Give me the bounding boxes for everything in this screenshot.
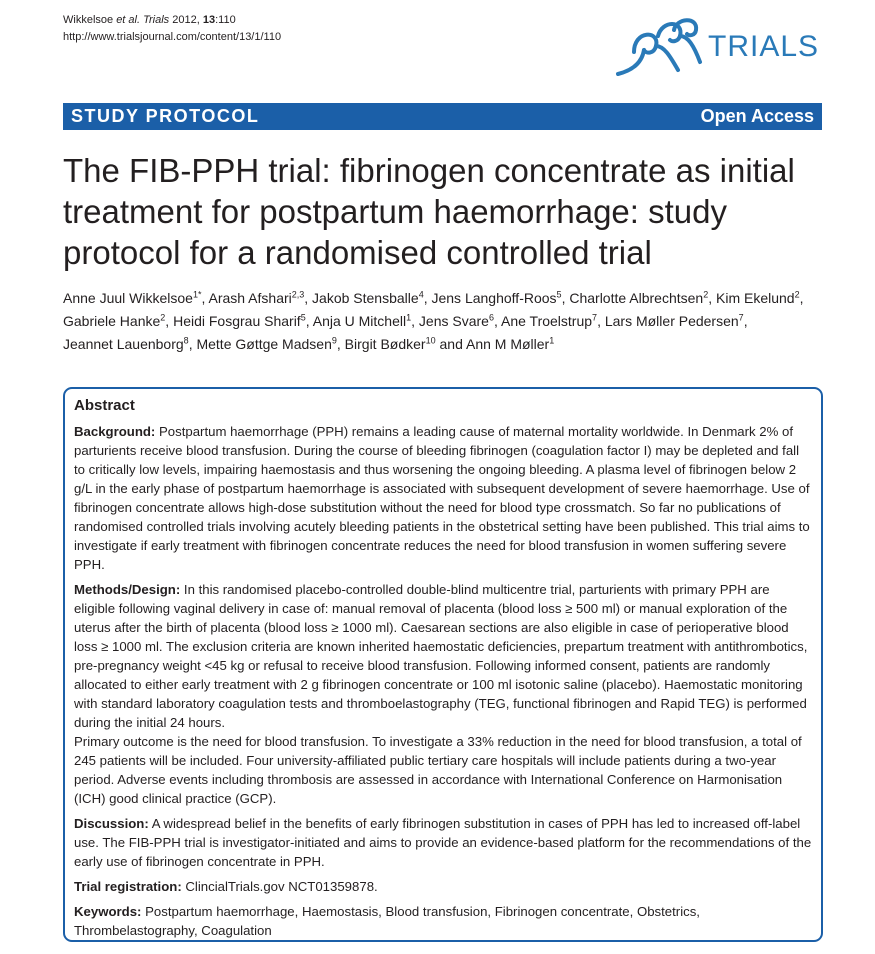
author-name [63, 290, 201, 306]
abstract-methods [74, 580, 812, 732]
author-name [716, 290, 800, 306]
author-list [63, 287, 833, 356]
author-affiliation-sup: 7 [738, 312, 744, 323]
author-name-text: Jens Svare [418, 313, 489, 329]
discussion-text: A widespread belief in the benefits of early fibrinogen substitution in cases of PPH has led to increased off-label use. The FIB-PPH trial is investigator-initiated and aims to provide an evidence-based platform for the recommendations of the early use of fibrinogen concentrate in PPH. [74, 816, 812, 869]
citation-year: 2012, [172, 14, 200, 26]
author-separator: , [493, 313, 501, 329]
author-affiliation-sup: 9 [331, 335, 337, 346]
author-separator: , [305, 313, 313, 329]
author-name [466, 336, 554, 352]
author-name-text: Ane Troelstrup [500, 313, 593, 329]
author-name-text: Birgit Bødker [344, 336, 426, 352]
article-title: The FIB-PPH trial: fibrinogen concentrate as initial treatment for postpartum haemorrhage: study protocol for a randomised controlled trial [63, 152, 795, 271]
author-affiliation-sup: 2,3 [291, 289, 305, 300]
author-separator: , [201, 290, 209, 306]
methods-text: In this randomised placebo-controlled double-blind multicentre trial, parturients with primary PPH are eligible following vaginal delivery in case of: manual removal of placenta (blood loss ≥ 500 ml) or manual exploration of the uterus after the birth of placenta (blood loss ≥ 1000 ml). Caesarean sections are also eligible in case of perioperative blood loss ≥ 1000 ml. The exclusion criteria are known inherited haemostatic deficiencies, prepartum treatment with antithrombotics, pre-pregnancy weight <45 kg or refusal to receive blood transfusion. Following informed consent, patients are randomly allocated to either early treatment with 2 g fibrinogen concentrate or 100 ml isotonic saline (placebo). Haemostatic monitoring with standard laboratory coagulation tests and thromboelastography (TEG, functional fibrinogen and Rapid TEG) is performed during the initial 24 hours. [74, 582, 808, 730]
citation-url[interactable]: http://www.trialsjournal.com/content/13/1/110 [63, 31, 282, 43]
author-name [63, 336, 189, 352]
author-name [173, 313, 306, 329]
author-name [605, 313, 744, 329]
citation-pages: :110 [215, 14, 236, 26]
author-separator: , [423, 290, 432, 306]
author-name [196, 336, 336, 352]
open-access-label: Open Access [700, 106, 814, 126]
author-name-text: Jens Langhoff-Roos [431, 290, 557, 306]
citation-volume: 13 [202, 14, 216, 26]
author-separator: , [799, 290, 804, 306]
author-name [431, 290, 561, 306]
citation-authors: Wikkelsoe [63, 14, 114, 26]
author-separator: , [561, 290, 570, 306]
author-name [345, 336, 436, 352]
author-separator: , [743, 313, 748, 329]
author-name-text: Heidi Fosgrau Sharif [173, 313, 301, 329]
author-name [63, 313, 165, 329]
background-text: Postpartum haemorrhage (PPH) remains a leading cause of maternal mortality worldwide. In Denmark 2% of parturients receive blood transfusion. During the course of bleeding fibrinogen (coagulation factor I) may be depleted and fall to critically low levels, impairing haemostasis and thus worsening the ongoing bleeding. A plasma level of fibrinogen below 2 g/L in the early phase of postpartum haemorrhage is associated with subsequent development of severe haemorrhage. Use of fibrinogen concentrate allows high-dose substitution without the need for blood type crossmatch. So far no publications of randomised controlled trials involving acutely bleeding patients in the obstetrical setting have been published. This trial aims to investigate if early treatment with fibrinogen concentrate reduces the need for blood transfusion in women suffering severe PPH. [74, 424, 810, 572]
author-affiliation-sup: 4 [418, 289, 424, 300]
author-affiliation-sup: 2 [794, 289, 800, 300]
author-name [501, 313, 597, 329]
discussion-label: Discussion: [74, 816, 149, 831]
author-separator: , [304, 290, 313, 306]
abstract-heading: Abstract [74, 397, 135, 414]
author-separator: and [435, 336, 466, 352]
author-affiliation-sup: 7 [592, 312, 598, 323]
author-name-text: Mette Gøttge Madsen [196, 336, 332, 352]
author-separator: , [708, 290, 716, 306]
background-label: Background: [74, 424, 156, 439]
trials-logo-icon [612, 12, 708, 78]
author-name-text: Anja U Mitchell [312, 313, 407, 329]
author-separator: , [411, 313, 419, 329]
author-affiliation-sup: 1 [549, 335, 555, 346]
trials-logo-text: TRIALS [708, 30, 820, 63]
citation-etal: et al. [116, 14, 141, 26]
author-name [313, 313, 411, 329]
author-affiliation-sup: 10 [425, 335, 436, 346]
author-name [419, 313, 494, 329]
author-name [208, 290, 304, 306]
author-name [569, 290, 708, 306]
registration-text: ClincialTrials.gov NCT01359878. [185, 879, 378, 894]
keywords-label: Keywords: [74, 904, 142, 919]
keywords-text: Postpartum haemorrhage, Haemostasis, Blood transfusion, Fibrinogen concentrate, Obstetrics, Thrombelastography, Coagulation [74, 904, 700, 938]
abstract-discussion [74, 814, 812, 871]
abstract-keywords [74, 902, 812, 940]
author-affiliation-sup: 6 [488, 312, 494, 323]
author-affiliation-sup: 1* [192, 289, 202, 300]
author-affiliation-sup: 2 [703, 289, 709, 300]
abstract-registration [74, 877, 812, 896]
trials-logo [612, 12, 820, 78]
author-affiliation-sup: 2 [160, 312, 166, 323]
author-affiliation-sup: 8 [183, 335, 189, 346]
author-affiliation-sup: 1 [406, 312, 412, 323]
author-name-text: Anne Juul Wikkelsoe [63, 290, 193, 306]
registration-label: Trial registration: [74, 879, 182, 894]
abstract-box [63, 387, 823, 942]
section-banner [63, 103, 822, 130]
author-name-text: Gabriele Hanke [63, 313, 161, 329]
author-separator: , [597, 313, 605, 329]
author-name-text: Jeannet Lauenborg [63, 336, 184, 352]
author-name-text: Kim Ekelund [716, 290, 795, 306]
author-separator: , [188, 336, 197, 352]
abstract-background [74, 422, 812, 574]
article-type-label: STUDY PROTOCOL [71, 106, 260, 126]
author-affiliation-sup: 5 [556, 289, 562, 300]
author-name-text: Arash Afshari [208, 290, 292, 306]
author-name-text: Charlotte Albrechtsen [569, 290, 704, 306]
citation-header [63, 12, 281, 46]
author-name-text: Jakob Stensballe [312, 290, 419, 306]
citation-journal: Trials [143, 14, 170, 26]
methods-text-2: Primary outcome is the need for blood transfusion. To investigate a 33% reduction in the need for blood transfusion, a total of 245 patients will be included. Four university-affiliated public tertiary care hospitals will include patients during a two-year period. Adverse events including thrombosis are assessed in accordance with International Conference on Harmonisation (ICH) good clinical practice (GCP). [74, 734, 802, 806]
author-name [312, 290, 424, 306]
author-name-text: Lars Møller Pedersen [604, 313, 739, 329]
author-separator: , [165, 313, 174, 329]
author-affiliation-sup: 5 [300, 312, 306, 323]
methods-label: Methods/Design: [74, 582, 181, 597]
author-name-text: Ann M Møller [465, 336, 550, 352]
author-separator: , [336, 336, 345, 352]
